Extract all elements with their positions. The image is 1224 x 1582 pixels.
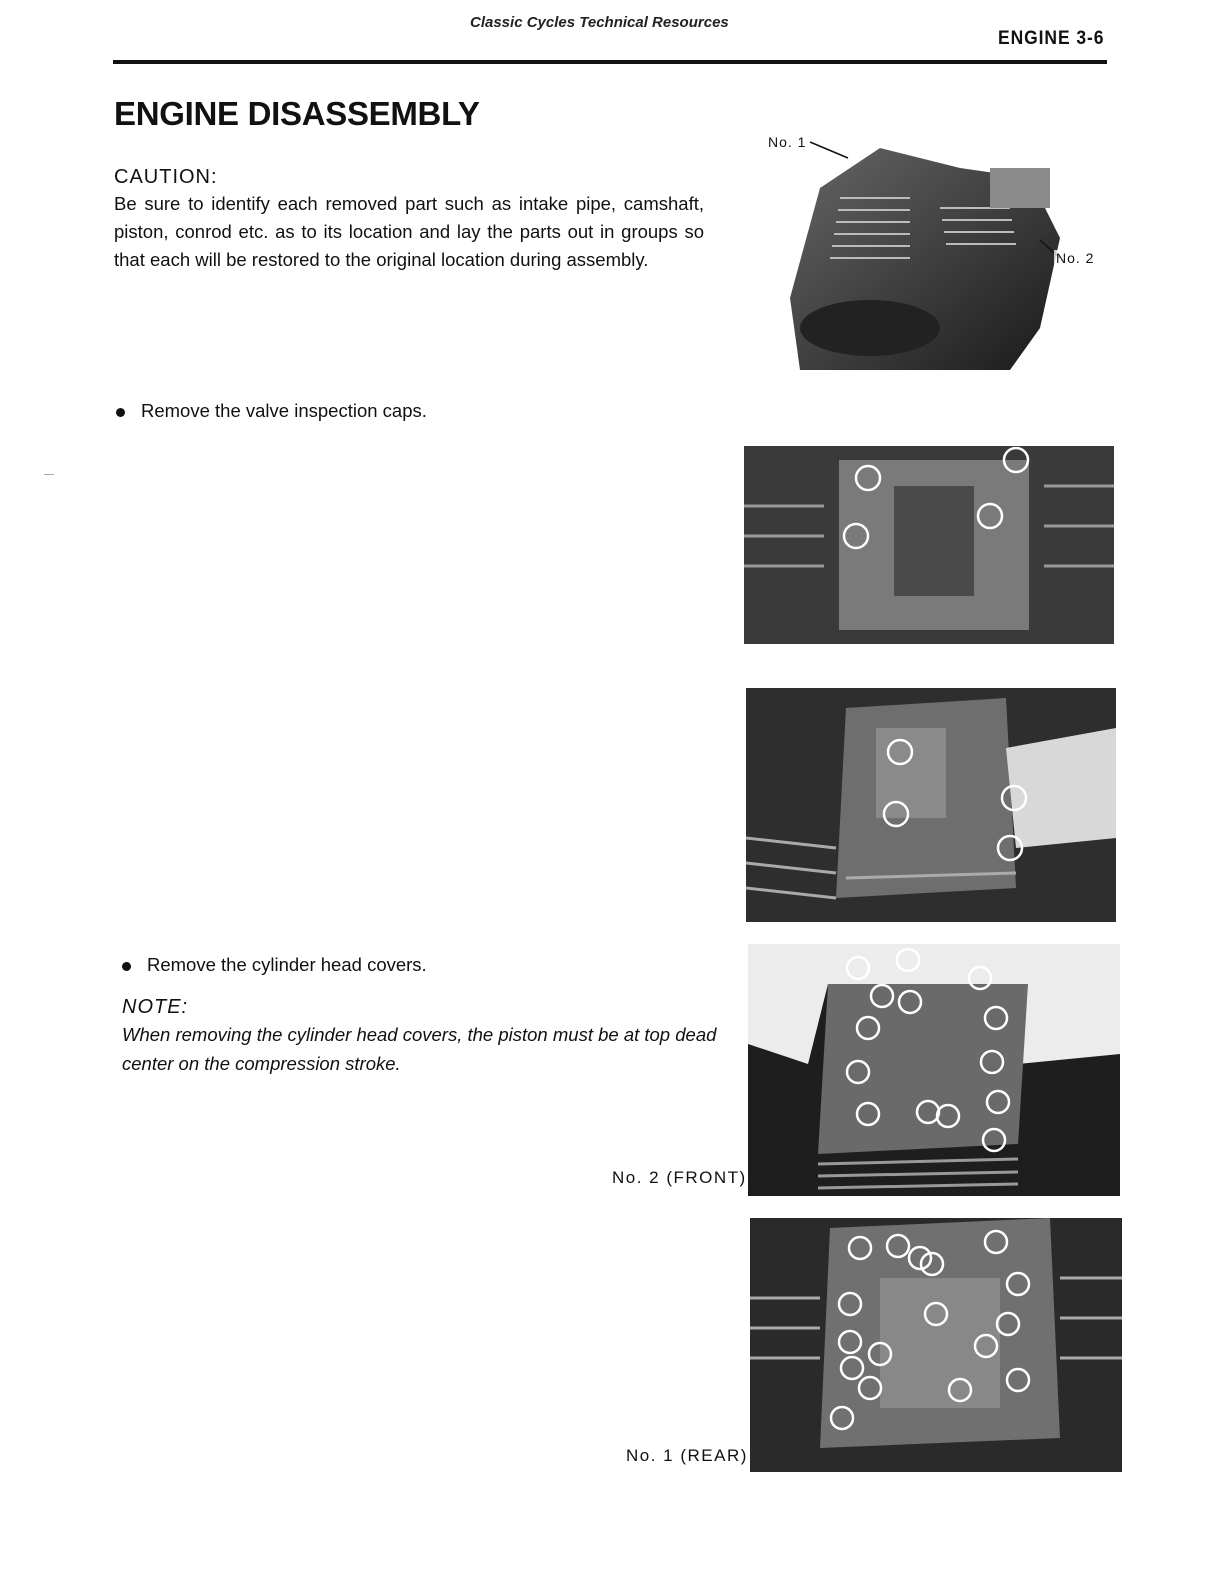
caution-label: CAUTION: bbox=[114, 166, 218, 188]
step-remove-head-covers bbox=[122, 954, 427, 976]
engine-overview-photo bbox=[760, 128, 1120, 370]
bullet-icon bbox=[122, 962, 131, 971]
valve-caps-photo-rear bbox=[744, 446, 1114, 644]
caption-front-cylinder: No. 2 (FRONT) bbox=[612, 1168, 747, 1187]
caption-rear-cylinder: No. 1 (REAR) bbox=[626, 1446, 748, 1465]
label-cylinder-2: No. 2 bbox=[1056, 250, 1095, 266]
head-cover-illustration bbox=[750, 1218, 1122, 1472]
cylinder-head-illustration bbox=[746, 688, 1116, 922]
page-number: ENGINE 3-6 bbox=[998, 28, 1105, 49]
source-header: Classic Cycles Technical Resources bbox=[470, 14, 729, 31]
step-remove-valve-caps bbox=[116, 400, 427, 422]
header-rule bbox=[113, 60, 1107, 64]
head-cover-photo-rear bbox=[750, 1218, 1122, 1472]
head-cover-illustration bbox=[748, 944, 1120, 1196]
caution-text: Be sure to identify each removed part such as intake pipe, camshaft, piston, conrod etc. as to its location and lay the parts out in groups so that each will be restored to the original location during assembly. bbox=[114, 193, 704, 270]
label-cylinder-1: No. 1 bbox=[768, 134, 807, 150]
note-text: When removing the cylinder head covers, the piston must be at top dead center on the compression stroke. bbox=[122, 1024, 717, 1074]
valve-caps-photo-front bbox=[746, 688, 1116, 922]
bullet-icon bbox=[116, 408, 125, 417]
step-text: Remove the cylinder head covers. bbox=[147, 954, 427, 975]
engine-illustration bbox=[760, 128, 1120, 370]
note-label: NOTE: bbox=[122, 996, 189, 1018]
head-cover-photo-front bbox=[748, 944, 1120, 1196]
cylinder-head-illustration bbox=[744, 446, 1114, 644]
page-title: ENGINE DISASSEMBLY bbox=[114, 95, 480, 132]
margin-mark bbox=[44, 474, 54, 475]
step-text: Remove the valve inspection caps. bbox=[141, 400, 427, 421]
